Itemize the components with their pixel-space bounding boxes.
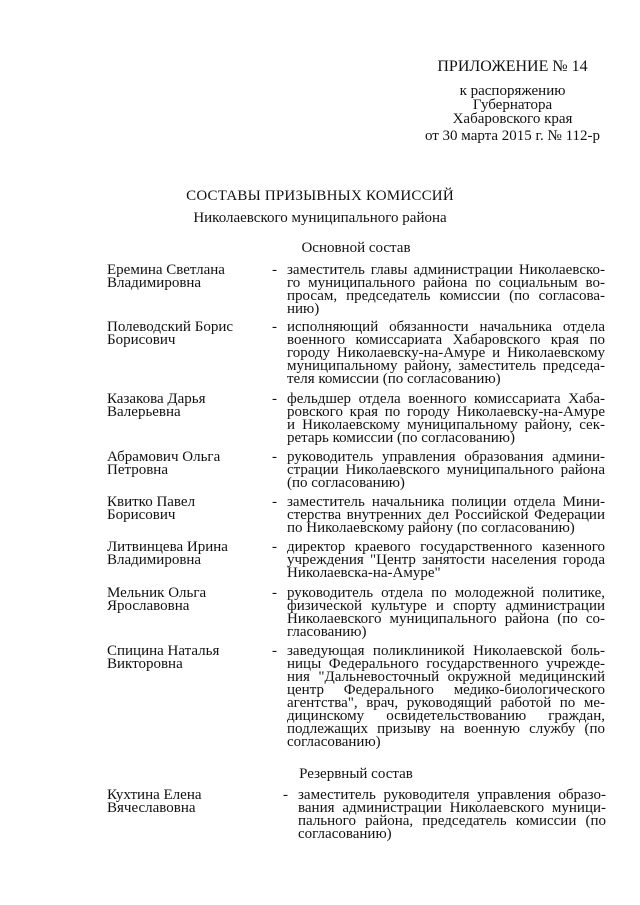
member-role-line: центр Федерального медико-биологического [287,682,605,698]
member-name-line: Спицина Наталья [107,643,220,659]
document-subtitle: Николаевского муниципального района [193,210,447,226]
member-name-line: Полеводский Борис [107,319,234,335]
member-name-line: Абрамович Ольга [107,449,221,465]
member-role-line: руководитель управления образования админи- [287,449,605,465]
member-name-line: Владимировна [107,275,202,291]
member-role-line: ретарь комиссии (по согласованию) [287,430,515,446]
member-role-line: заместитель начальника полиции отдела Мини- [287,494,605,510]
member-dash: - [272,494,277,510]
member-role-line: и Николаевскому муниципальному району, сек- [287,417,605,433]
member-name [107,393,267,419]
appendix-title: ПРИЛОЖЕНИЕ № 14 [437,58,588,75]
member-name-line: Борисович [107,332,176,348]
member-role [287,541,605,580]
reserve-section-heading: Резервный состав [299,766,413,782]
member-role-line: заместитель руководителя управления образо- [298,787,606,803]
member-role-line: (по согласованию) [287,475,405,491]
member-role-line: подлежащих призыву на военную службу (по [287,721,605,737]
member-name-line: Владимировна [107,552,202,568]
member-role-line: го муниципального района по социальным во- [287,275,605,291]
member-dash: - [272,262,277,278]
member-name-line: Ярославовна [107,598,190,614]
member-role [287,645,605,749]
member-role-line: стерства внутренних дел Российской Федерации [287,507,605,523]
member-role [287,587,605,639]
member-dash: - [283,787,288,803]
appendix-date: от 30 марта 2015 г. № 112-р [424,128,601,144]
member-role-line: ровского края по городу Николаевску-на-Амуре [287,404,605,420]
member-role-line: по Николаевскому району (по согласованию) [287,520,575,536]
member-name-line: Вячеславовна [107,800,196,816]
member-name [107,321,267,347]
appendix-line-1: к распоряжению [459,83,566,99]
member-role-line: ния "Дальневосточный окружной медицинский [287,669,605,685]
member-role-line: исполняющий обязанности начальника отдела [287,319,605,335]
member-dash: - [272,391,277,407]
member-role [287,264,605,316]
member-role-line: гласованию) [287,624,367,640]
member-role [287,393,605,445]
member-name-line: Квитко Павел [107,494,196,510]
member-role-line: физической культуре и спорту администрации [287,598,605,614]
member-name [107,264,267,290]
member-name [107,496,267,522]
member-role-line: просам, председатель комиссии (по согласова- [287,288,605,304]
member-name-line: Литвинцева Ирина [107,539,228,555]
member-name [107,587,267,613]
member-role [287,451,605,490]
member-name-line: Еремина Светлана [107,262,225,278]
member-name-line: Кухтина Елена [107,787,202,803]
member-name-line: Валерьевна [107,404,181,420]
member-role-line: руководитель отдела по молодежной политике, [287,585,605,601]
member-role-line: пального района, председатель комиссии (по [298,813,606,829]
member-role [287,496,605,535]
member-dash: - [272,585,277,601]
member-dash: - [272,319,277,335]
member-dash: - [272,449,277,465]
appendix-line-3: Хабаровского края [452,111,573,127]
member-role-line: ницы Федерального государственного учрежде- [287,656,605,672]
member-role-line: Николаевска-на-Амуре" [287,565,441,581]
member-role-line: страции Николаевского муниципального района [287,462,605,478]
appendix-line-2: Губернатора [472,97,553,113]
member-role-line: согласованию) [298,826,392,842]
member-dash: - [272,643,277,659]
member-name [107,541,267,567]
member-name [107,645,267,671]
member-role-line: учреждения "Центр занятости населения города [287,552,605,568]
member-name-line: Мельник Ольга [107,585,207,601]
member-role-line: дицинскому освидетельствованию граждан, [287,708,605,724]
member-role-line: фельдшер отдела военного комиссариата Хаба- [287,391,605,407]
member-role-line: директор краевого государственного казенного [287,539,605,555]
main-section-heading: Основной состав [301,240,411,256]
member-role-line: заведующая поликлиникой Николаевской боль- [287,643,605,659]
member-dash: - [272,539,277,555]
member-role [287,321,605,386]
member-name [107,789,267,815]
member-name-line: Казакова Дарья [107,391,206,407]
member-role-line: нию) [287,301,320,317]
member-role-line: муниципальному району, заместитель председа- [287,358,605,374]
member-role-line: теля комиссии (по согласованию) [287,371,501,387]
member-name-line: Петровна [107,462,168,478]
member-name [107,451,267,477]
member-role-line: вания администрации Николаевского муници- [298,800,606,816]
member-role-line: военного комиссариата Хабаровского края по [287,332,605,348]
member-role-line: агентства", врач, руководящий работой по ме- [287,695,605,711]
document-title: СОСТАВЫ ПРИЗЫВНЫХ КОМИССИЙ [186,188,454,204]
member-role [298,789,606,841]
member-role-line: заместитель главы администрации Николаевско- [287,262,605,278]
member-role-line: согласованию) [287,734,381,750]
member-role-line: Николаевского муниципального района (по со- [287,611,605,627]
member-role-line: городу Николаевску-на-Амуре и Николаевскому [287,345,605,361]
member-name-line: Викторовна [107,656,183,672]
member-name-line: Борисович [107,507,176,523]
